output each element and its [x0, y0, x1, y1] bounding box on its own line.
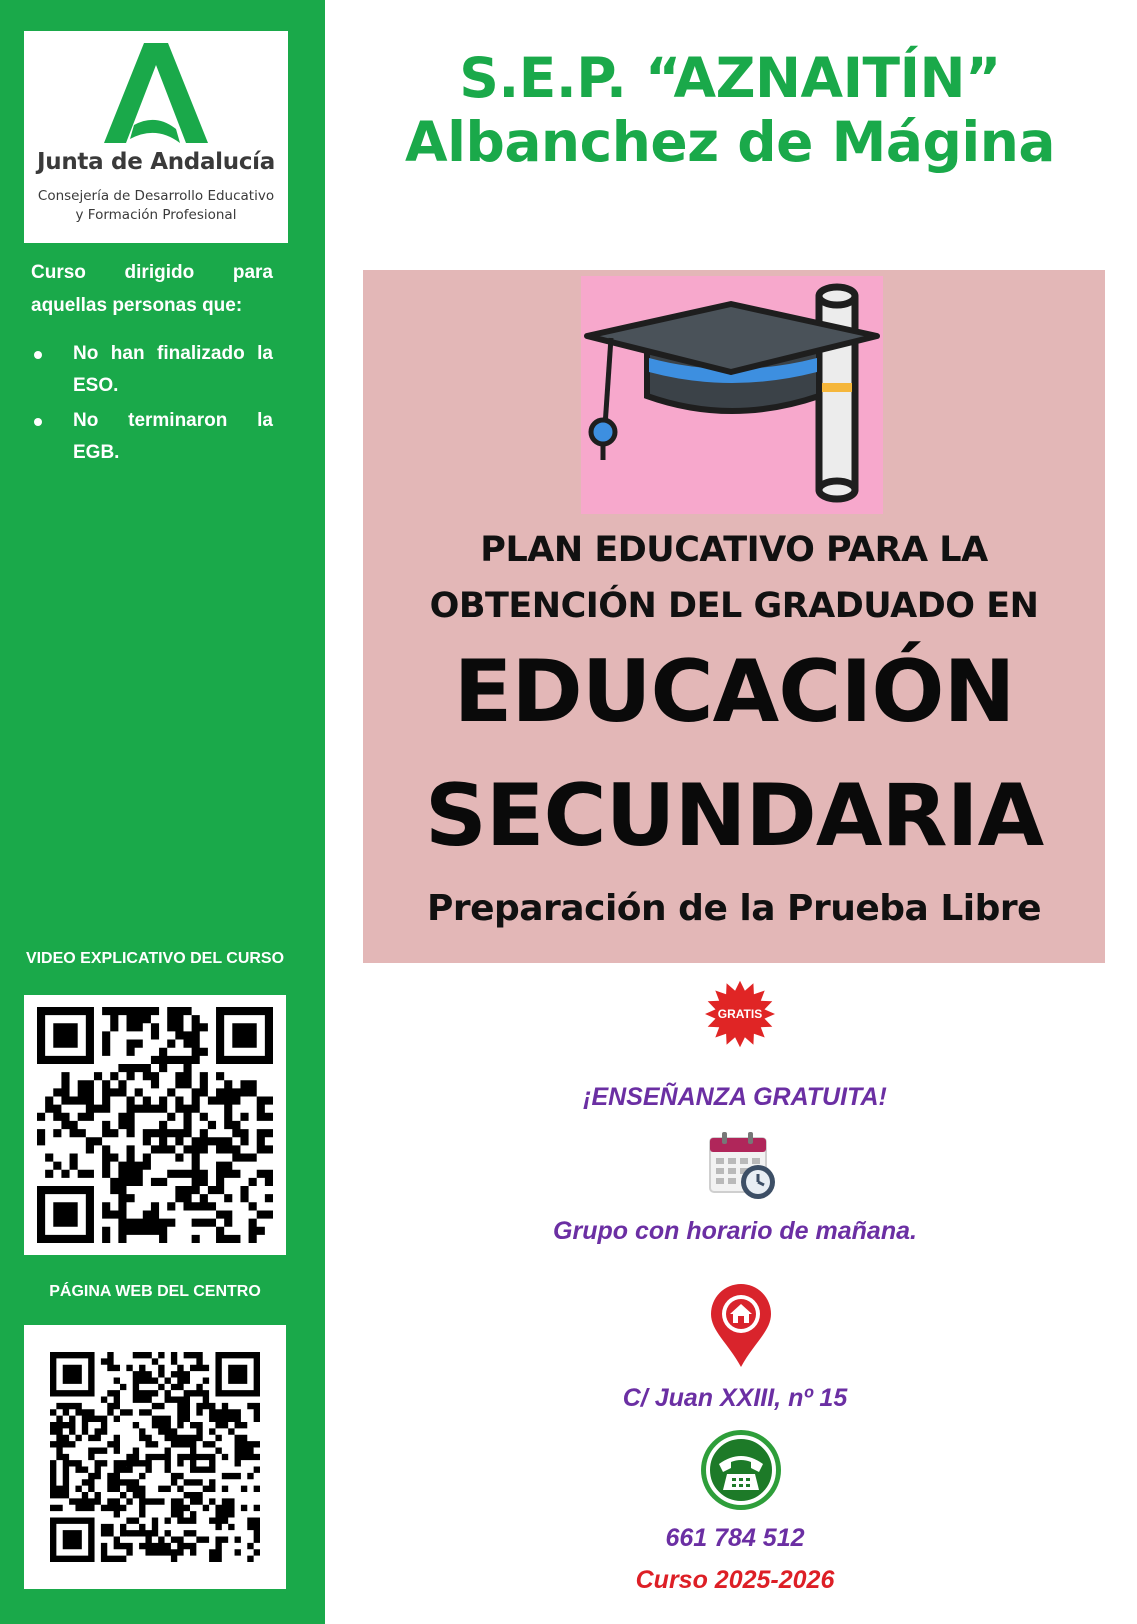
plan-line-2: OBTENCIÓN DEL GRADUADO EN: [429, 586, 1039, 626]
qr-code-icon: [36, 1007, 274, 1243]
course-intro: Curso dirigido para aquellas personas que:: [31, 262, 273, 316]
telephone-icon: [699, 1428, 783, 1512]
logo-department-line2: y Formación Profesional: [75, 207, 237, 223]
sidebar: [0, 0, 325, 1624]
target-audience-list: [31, 338, 273, 472]
main-title-line-2: SECUNDARIA: [424, 766, 1044, 866]
video-heading: VIDEO EXPLICATIVO DEL CURSO: [25, 950, 285, 967]
subtitle: Preparación de la Prueba Libre: [426, 888, 1042, 929]
junta-andalucia-emblem-icon: [104, 43, 208, 151]
website-heading: PÁGINA WEB DEL CENTRO: [49, 1283, 261, 1300]
calendar-clock-icon: [708, 1130, 778, 1202]
schedule-text: Grupo con horario de mañana.: [553, 1217, 917, 1245]
logo-department-line1: Consejería de Desarrollo Educativo: [37, 188, 275, 204]
address-text: C/ Juan XXIII, nº 15: [622, 1384, 848, 1412]
qr-modules: [37, 1007, 273, 1243]
list-item: No han finalizado la ESO.: [31, 338, 273, 402]
gratis-badge-text: GRATIS: [717, 1007, 763, 1021]
gratis-badge-icon: [700, 978, 780, 1050]
qr-code-icon: [50, 1352, 260, 1562]
list-item: No terminaron la EGB.: [31, 405, 273, 469]
main-title-line-1: EDUCACIÓN: [453, 642, 1015, 742]
qr-modules: [50, 1352, 260, 1562]
video-qr-code[interactable]: [24, 995, 286, 1255]
phone-number: 661 784 512: [665, 1524, 805, 1552]
website-qr-code[interactable]: [24, 1325, 286, 1589]
plan-line-1: PLAN EDUCATIVO PARA LA: [480, 530, 988, 570]
school-name: S.E.P. “AZNAITÍN”: [459, 46, 1001, 110]
logo-name: Junta de Andalucía: [37, 149, 275, 175]
logo-department: [24, 187, 288, 225]
location-pin-icon: [708, 1283, 774, 1369]
graduation-cap-diploma-icon: [581, 276, 883, 514]
junta-andalucia-logo: [24, 31, 288, 243]
main-title: [363, 630, 1105, 878]
school-location: Albanchez de Mágina: [405, 110, 1055, 174]
school-title: [335, 46, 1125, 174]
course-year: Curso 2025-2026: [635, 1566, 835, 1594]
course-panel: [363, 270, 1105, 963]
plan-heading: [363, 522, 1105, 634]
free-tuition-text: ¡ENSEÑANZA GRATUITA!: [583, 1083, 887, 1111]
